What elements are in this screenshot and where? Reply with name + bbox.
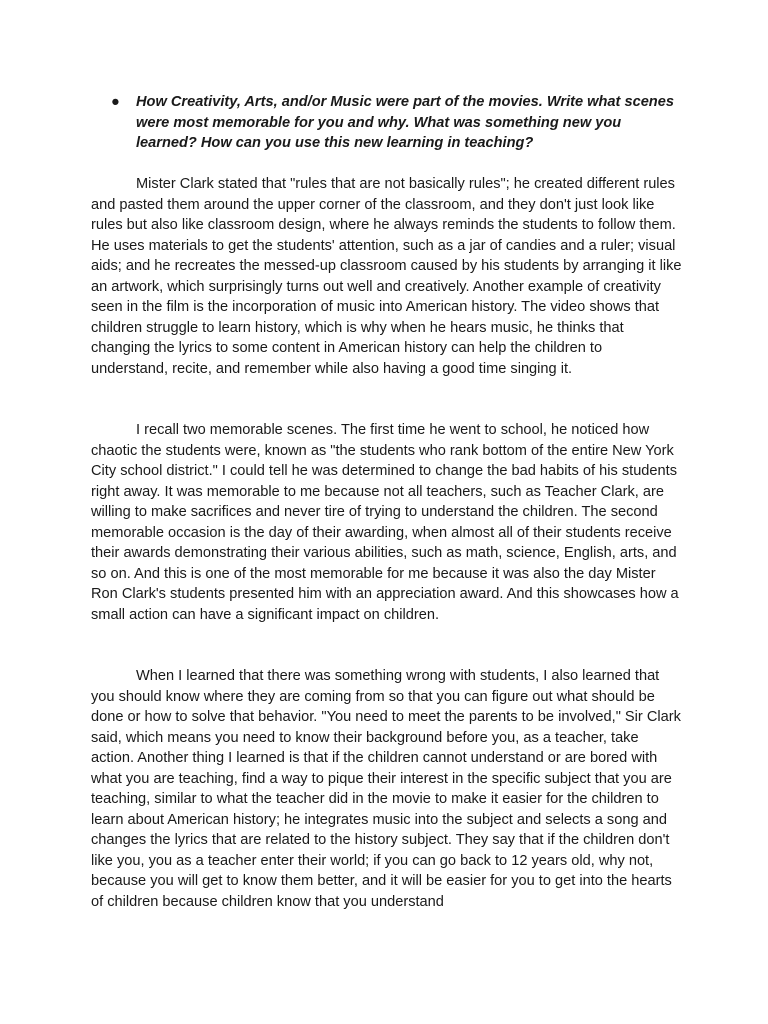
bullet-icon: ● — [111, 94, 120, 110]
prompt-bullet-item — [112, 92, 672, 154]
paragraph-memorable-scenes: I recall two memorable scenes. The first time he went to school, he noticed how chaotic the students were, known as "the students who rank bottom of the entire New York City school district." I could tell he was determined to change the bad habits of his students right away. It was memorable to me because not all teachers, such as Teacher Clark, are willing to make sacrifices and never tire of trying to understand the children. The second memorable occasion is the day of their awarding, when almost all of their students receive their awards demonstrating their various abilities, such as math, science, English, arts, and so on. And this is one of the most memorable for me because it was also the day Mister Ron Clark's students presented him with an appreciation award. And this showcases how a small action can have a significant impact on children. — [91, 422, 679, 623]
paragraph-creativity: Mister Clark stated that "rules that are not basically rules"; he created different rules and pasted them around the upper corner of the classroom, and they don't just look like rules but also like classroom design, where he always reminds the students to follow them. He uses materials to get the students' attention, such as a jar of candies and a ruler; visual aids; and he recreates the messed-up classroom caused by his students by arranging it like an artwork, which surprisingly turns out well and creatively. Another example of creativity seen in the film is the incorporation of music into American history. The video shows that children struggle to learn history, which is why when he hears music, he thinks that changing the lyrics to some content in American history can help the children to understand, recite, and remember while also having a good time singing it. — [91, 176, 682, 377]
prompt-question: How Creativity, Arts, and/or Music were part of the movies. Write what scenes were most memorable for you and why. What was something new you learned? How can you use this new learning in teaching? — [136, 94, 674, 151]
paragraph-new-learning: When I learned that there was something wrong with students, I also learned that you should know where they are coming from so that you can figure out what should be done or how to solve that behavior. "You need to meet the parents to be involved," Sir Clark said, which means you need to know their background before you, as a teacher, take action. Another thing I learned is that if the children cannot understand or are bored with what you are teaching, find a way to pique their interest in the specific subject that you are teaching, similar to what the teacher did in the movie to make it easier for the children to learn about American history; he integrates music into the subject and selects a song and changes the lyrics that are related to the history subject. They say that if the children don't like you, you as a teacher enter their world; if you can go back to 12 years old, why not, because you will get to know them better, and it will be easier for you to get into the hearts of children because children know that you understand — [91, 668, 681, 910]
